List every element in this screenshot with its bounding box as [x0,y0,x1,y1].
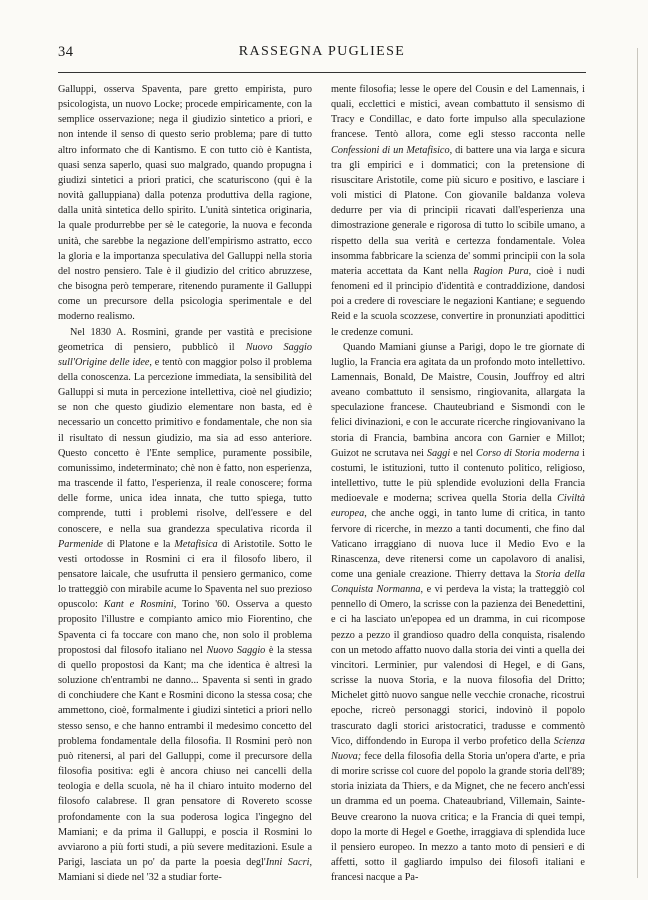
scan-edge-line [637,48,638,878]
italic-text-run: Ragion Pura [473,265,529,277]
text-run: Quando Mamiani giunse a Parigi, dopo le tre giornate di luglio, la Francia era agitata da un profondo moto intellettivo. Lamennais, Bonald, De Maistre, Cousin, Jouffroy ed altri aveano combattuto il sensismo, ringiovanita, allargata la speculazione francese. Chauteubriand e Sismondi con le felici divinazioni, e con le accurate ricerche ringiovanivano la storia di Francia, bambina ancora con Garnier e Millot; Guizot ne scrutava nei [331,341,585,459]
text-run: Galluppi, osserva Spaventa, pare gretto empirista, puro psicologista, un nuovo Locke; procede empiricamente, con la semplice osservazione; nega il giudizio sintetico a priori, e non intende il senso di questo serio problema; pare di tutto altro informato che di Kantismo. E con tutto ciò è Kantista, quasi senza saperlo, quasi suo malgrado, quando propugna i giudizi sintetici a priori pratici, che scaturiscono (qui è la novità galluppiana) dalla potenza produttiva della ragione, dalla unità sintetica dello spirito. L'unità sintetica originaria, la quale produrrebbe per sè le categorie, la nuova e feconda unità, che sarebbe la negazione dell'empirismo astratto, ecco la gloria e la importanza speculativa del Galluppi nella storia del nostro pensiero. Tale è il giudizio del critico abruzzese, che bisogna però temperare, ritenendo puramente il Galluppi come un precursore della psicologia sperimentale e del moderno realismo. [58,84,312,323]
text-run: di Aristotile. Sotto le vesti ortodosse in Rosmini ci era il filosofo libero, il pensatore laicale, che usufrutta il pensiero germanico, come lo tratteggiò con mirabile acume lo Spaventa nel suo prezioso opuscolo: [58,538,312,611]
italic-text-run: Kant e Rosmini [103,599,174,611]
text-run: di Platone e la [102,538,175,550]
page-number: 34 [58,44,74,60]
paragraph [58,82,312,325]
paragraph [58,325,312,886]
header-rule [58,72,586,73]
text-run: , Mamiani si diede nel '32 a studiar forte- [58,856,312,884]
italic-text-run: Inni Sacri [265,856,310,868]
page-header [58,44,586,64]
italic-text-run: Corso di Storia moderna [476,447,580,459]
text-run: , che anche oggi, in tanto lume di critica, in tanto fervore di ricerche, in mezzo a tanti documenti, che fino dal Vaticano irraggiano di nuova luce il Medio Evo e la Rinascenza, deve ritenersi come un capolavoro di analisi, come una geniale creazione. Thierry dettava la [331,508,585,580]
text-run: , di battere una via larga e sicura tra gli empirici e i dommatici; con la pretensione di risuscitare Aristotile, come più sicuro e positivo, e lasciare i voli mistici di Platone. Con giovanile baldanza voleva dedurre per via di principii ricavati dall'esperienza una dimostrazione generale e rigorosa di tutto lo scibile umano, a rispetto della sua verità e certezza fondamentale. Volea insomma fabbricare la scienza de' sommi principii con la sola materia accettata da Kant nella [331,144,585,277]
italic-text-run: Metafisica [174,538,218,550]
italic-text-run: Civiltà europea [331,493,585,520]
text-run: , e vi perdeva la vista; la tratteggiò col pennello di Omero, la scrisse con la pazienza dei Benedettini, e ci ha lasciato un'epopea ed un dramma, in cui ricompose pezzo a pezzo il grandioso quadro della conquista, risalendo con un metodo affatto nuovo dalla storia dei vinti a quella dei vincitori. Lerminier, pur valendosi di Hegel, e di Gans, scrisse la nuova Storia, e la nuova filosofia del Dritto; Michelet gittò nuovo sangue nelle vecchie cronache, ricostruì epoche, ricreò personaggi storici, indovinò il popolo trascurato dagli storici aristocratici, tradusse e commentò Vico, diffondendo in Europa il verbo profetico della [331,584,586,747]
right-column [331,82,585,885]
text-run: mente filosofia; lesse le opere del Cousin e del Lamennais, i quali, ecclettici e mistici, avean combattuto il sensismo di Tracy e Condillac, e dato forte impulso alla speculazione francese. Tentò allora, come egli stesso racconta nelle [331,84,585,141]
left-column [58,82,312,885]
text-run: Nel 1830 A. Rosmini, grande per vastità e precisione geometrica di pensiero, pubblicò il [58,326,312,353]
text-run: , cioè i nudi fenomeni ed il principio d'identità e contraddizione, dandosi poi a credere di rovesciare le negazioni Kantiane; e seguendo Reid e la scuola scozzese, convertire in pronunziati apodittici le credenze comuni. [331,265,585,338]
italic-text-run: Storia della Conquista Normanna [331,569,586,596]
running-head: RASSEGNA PUGLIESE [238,44,406,59]
italic-text-run: Saggi [426,447,451,459]
paragraph [331,82,585,340]
italic-text-run: Scienza Nuova; [331,735,585,762]
italic-text-run: Confessioni di un Metafisico [331,144,450,156]
text-run: i costumi, le istituzioni, tutto il contenuto politico, religioso, intellettivo, tutte le più splendide evoluzioni della Francia medioevale e moderna; scrivea quella Storia della [331,447,585,505]
paragraph [331,340,585,886]
text-run: è la stessa di quello propostosi da Kant; ma che identica è altresì la soluzione ch'entrambi ne danno... Spaventa si sentì in grado di conchiudere che Kant e Rosmini dicono la stessa cosa; che ammettono, cioè, formalmente i giudizi sintetici a priori nello stesso senso, e che hanno entrambi il medesimo concetto del problema fondamentale della filosofia. Il Rosmini però non può ritenersi, al pari del Galluppi, come il precursore della filosofia positiva: egli è ancora chiuso nei cancelli della teologia e della scuola, nè ha il chiaro intuito moderno del filosofo calabrese. Il gran pensatore di Rovereto scosse profondamente con la sua poderosa logica l'ingegno del Mamiani; e da prima il Galluppi, e poscia il Rosmini lo avviarono a più forti studi, a più severe meditazioni. Esule a Parigi, lasciata un po' da parte la poesia degl' [58,644,313,868]
text-run: , Torino '60. Osserva a questo proposito l'illustre e compianto amico mio Fiorentino, che Spaventa ci fa toccare con mano che, non solo il problema propostosi dal filosofo italiano nel [58,599,312,656]
text-run: fece della filosofia della Storia un'opera d'arte, e pria di morire scrisse col cuore del popolo la grande storia dell'89; storia iniziata da Thiers, e da Mignet, che ne fecero anch'essi un dramma ed un poema. Chateaubriand, Villemain, Sainte-Beuve crearono la nuova critica; e la Francia di quei tempi, dopo la morte di Hegel e Goethe, irraggiava di splendida luce il pensiero europeo. In mezzo a tanto moto di pensieri e di affetti, sotto il gagliardo impulso dei filosofi italiani e francesi nacque a Pa- [331,750,585,884]
text-run: , e tentò con maggior polso il problema della conoscenza. La percezione immediata, la sensibilità del Galluppi si muta in percezione intellettiva, cioè nel giudizio; se non che questo giudizio elementare non basta, ed è necessario un concetto primitivo e fondamentale, che non sia il risultato di nessun giudizio, ma sia ad esso anteriore. Questo concetto è l'Ente semplice, puramente possibile, comunissimo, indeterminato; chè non è fatto, non esperienza, ma trascende il fatto, l'esperienza, il reale conoscere; forma delle forme, unica idea innata, che tutto spiega, tutto comprende, tutti i problemi risolve, dell'essere e del conoscere, e nella sua grandezza speculativa ricorda il [58,356,312,535]
italic-text-run: Nuovo Saggio sull'Origine delle idee [58,341,313,368]
italic-text-run: Parmenide [58,538,103,550]
italic-text-run: Nuovo Saggio [206,644,266,656]
text-run: e nel [450,447,476,459]
